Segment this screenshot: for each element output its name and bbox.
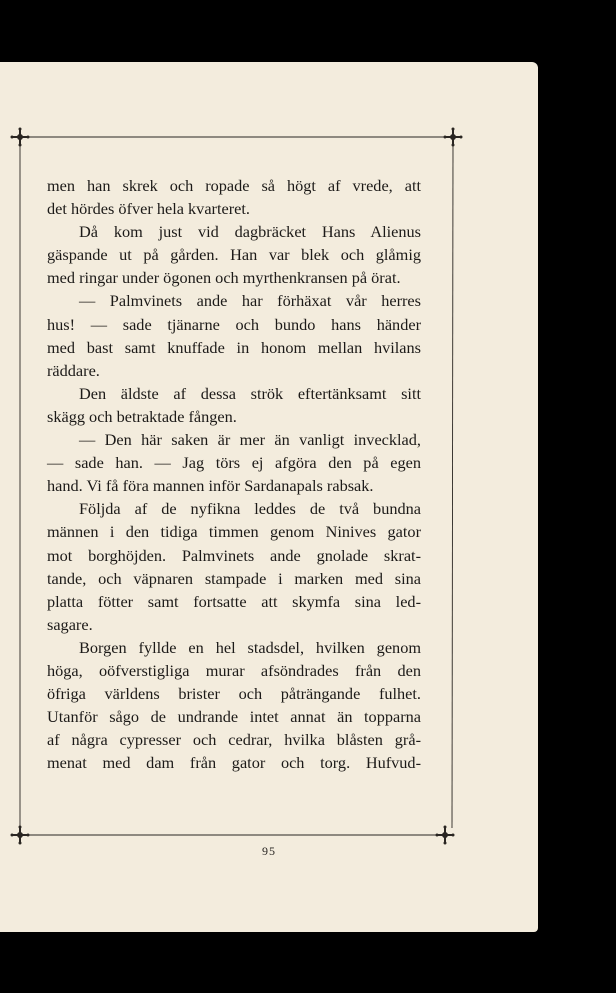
text-line: Den äldste af dessa strök eftertänksamt sitt (79, 383, 421, 403)
text-line: med bast samt knuffade in honom mellan hvilans (47, 337, 421, 357)
text-line: platta fötter samt fortsatte att skymfa sina led- (47, 591, 421, 611)
corner-ornament-bottom-left (11, 826, 30, 845)
text-line: männen i den tidiga timmen genom Ninives gator (47, 522, 421, 542)
text-line: af några cypresser och cedrar, hvilka blåsten grå- (47, 730, 421, 750)
corner-ornament-top-left (11, 128, 30, 147)
text-line: Borgen fyllde en hel stadsdel, hvilken genom (79, 637, 421, 657)
corner-ornament-top-right (444, 128, 463, 147)
text-line: mot borghöjden. Palmvinets ande gnolade skrat- (47, 545, 421, 565)
text-line: Följda af de nyfikna leddes de två bundna (79, 499, 421, 519)
text-line: hand. Vi få föra mannen inför Sardanapals rabsak. (47, 476, 374, 496)
text-line: — Den här saken är mer än vanligt invecklad, (79, 430, 421, 450)
text-line: men han skrek och ropade så högt af vrede, att (47, 176, 421, 195)
text-line: Då kom just vid dagbräcket Hans Alienus (79, 222, 421, 242)
book-page (0, 62, 538, 932)
text-line: höga, oöfverstigliga murar afsöndrades från den (47, 660, 421, 680)
text-line: hus! — sade tjänarne och bundo hans händer (47, 314, 421, 334)
text-line: öfriga världens brister och påträngande fulhet. (47, 684, 421, 704)
text-line: det hördes öfver hela kvarteret. (47, 199, 250, 219)
text-line: — Palmvinets ande har förhäxat vår herres (79, 291, 421, 311)
text-line: gäspande ut på gården. Han var blek och glåmig (47, 245, 421, 265)
corner-ornament-bottom-right (436, 826, 455, 845)
body-text (47, 174, 421, 774)
text-line: räddare. (47, 360, 100, 380)
text-line: med ringar under ögonen och myrthenkransen på örat. (47, 268, 401, 288)
text-line: Utanför sågo de undrande intet annat än topparna (47, 707, 421, 727)
text-line: sagare. (47, 614, 93, 634)
text-line: skägg och betraktade fången. (47, 406, 237, 426)
text-line: tande, och väpnaren stampade i marken med sina (47, 568, 421, 588)
text-line: menat med dam från gator och torg. Hufvud- (47, 753, 421, 773)
text-line: — sade han. — Jag törs ej afgöra den på egen (47, 453, 421, 473)
page-number: 95 (262, 844, 276, 858)
